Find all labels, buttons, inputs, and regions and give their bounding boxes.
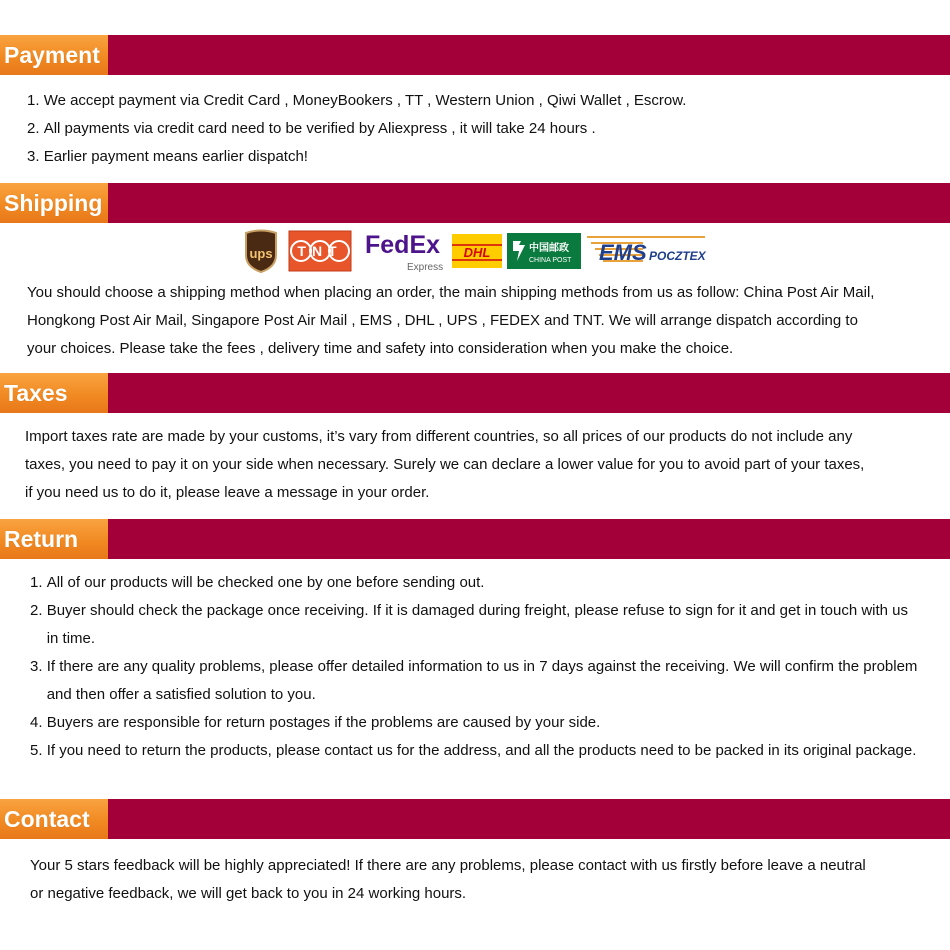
fedex-logo-sub: Express <box>407 262 444 273</box>
ups-logo-text: ups <box>249 246 273 261</box>
fedex-logo-text: FedEx <box>365 231 441 259</box>
shipping-heading: Shipping <box>0 183 108 223</box>
list-item: 3. Earlier payment means earlier dispatch! <box>27 148 308 165</box>
dhl-logo <box>452 229 502 273</box>
taxes-line-1: Import taxes rate are made by your customs, it’s vary from different countries, so all prices of our products do not include any <box>25 428 853 445</box>
china-post-logo-text: 中国邮政 <box>529 243 569 254</box>
ems-logo-text: EMS <box>599 240 647 265</box>
ups-logo <box>243 229 279 273</box>
taxes-paragraph <box>25 423 940 507</box>
list-item: 4. Buyers are responsible for return postages if the problems are caused by your side. <box>30 714 601 731</box>
list-item: 2. Buyer should check the package once receiving. If it is damaged during freight, please refuse to sign for it and get in touch with us in time. <box>30 602 909 647</box>
payment-header-bar <box>0 35 950 75</box>
pocztex-logo-text: POCZTEX <box>649 249 706 263</box>
shipping-header-bar <box>0 183 950 223</box>
contact-heading: Contact <box>0 799 108 839</box>
shipping-paragraph <box>27 279 942 363</box>
contact-line-1: Your 5 stars feedback will be highly appreciated! If there are any problems, please contact with us firstly before leave a neutral <box>30 857 866 874</box>
list-item: 1. All of our products will be checked one by one before sending out. <box>30 574 485 591</box>
china-post-logo-sub: CHINA POST <box>529 257 572 264</box>
tnt-logo-text: TNT <box>297 243 343 259</box>
china-post-logo <box>507 229 581 273</box>
payment-heading: Payment <box>0 35 108 75</box>
contact-paragraph <box>30 852 945 908</box>
return-heading: Return <box>0 519 108 559</box>
contact-header-bar <box>0 799 950 839</box>
fedex-logo <box>363 229 447 273</box>
dhl-logo-text: DHL <box>463 245 491 260</box>
payment-list <box>27 87 927 171</box>
taxes-line-3: if you need us to do it, please leave a message in your order. <box>25 484 430 501</box>
shipping-line-2: Hongkong Post Air Mail, Singapore Post Air Mail , EMS , DHL , UPS , FEDEX and TNT. We will arrange dispatch according to <box>27 312 858 329</box>
taxes-header-bar <box>0 373 950 413</box>
shipping-line-1: You should choose a shipping method when placing an order, the main shipping methods from us as follow: China Post Air Mail, <box>27 284 875 301</box>
return-header-bar <box>0 519 950 559</box>
carrier-logos <box>243 229 707 273</box>
contact-line-2: or negative feedback, we will get back to you in 24 working hours. <box>30 885 467 902</box>
return-list <box>30 569 918 765</box>
list-item: 3. If there are any quality problems, please offer detailed information to us in 7 days against the receiving. We will confirm the problem and then offer a satisfied solution to you. <box>30 658 918 703</box>
taxes-line-2: taxes, you need to pay it on your side when necessary. Surely we can declare a lower value for you to avoid part of your taxes, <box>25 456 865 473</box>
taxes-heading: Taxes <box>0 373 108 413</box>
shipping-line-3: your choices. Please take the fees , delivery time and safety into consideration when you make the choice. <box>27 340 734 357</box>
ems-pocztex-logo <box>587 229 707 273</box>
tnt-logo <box>288 229 352 273</box>
list-item: 2. All payments via credit card need to be verified by Aliexpress , it will take 24 hours . <box>27 120 596 137</box>
list-item: 5. If you need to return the products, please contact us for the address, and all the products need to be packed in its original package. <box>30 742 917 759</box>
list-item: 1. We accept payment via Credit Card , MoneyBookers , TT , Western Union , Qiwi Wallet , Escrow. <box>27 92 687 109</box>
